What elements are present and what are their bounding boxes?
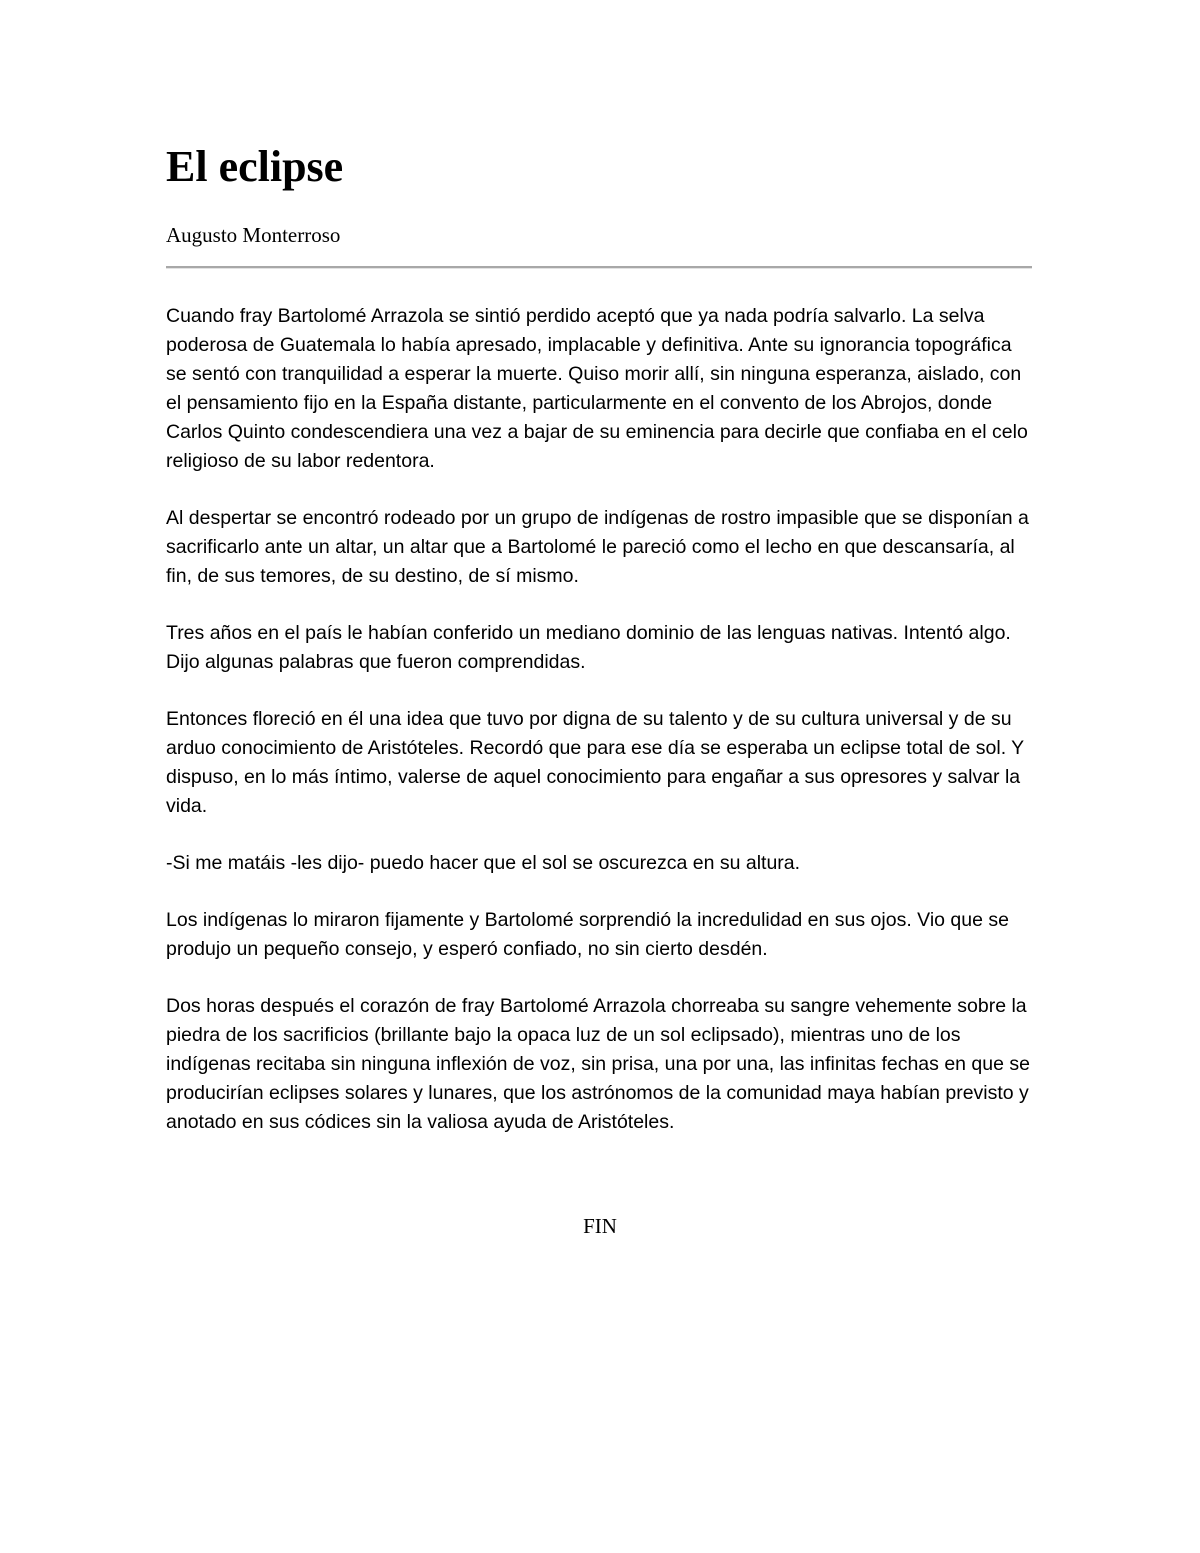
paragraph: Tres años en el país le habían conferido un mediano dominio de las lenguas nativas. Intentó algo. Dijo algunas palabras que fueron comprendidas. [166,622,1011,673]
paragraph: Entonces floreció en él una idea que tuvo por digna de su talento y de su cultura universal y de su arduo conocimiento de Aristóteles. Recordó que para ese día se esperaba un eclipse total de sol. Y dispuso, en lo más íntimo, valerse de aquel conocimiento para engañar a sus opresores y salvar la vida. [166,708,1024,817]
paragraph: Cuando fray Bartolomé Arrazola se sintió perdido aceptó que ya nada podría salvarlo. La selva poderosa de Guatemala lo había apresado, implacable y definitiva. Ante su ignorancia topográfica se sentó con tranquilidad a esperar la muerte. Quiso morir allí, sin ninguna esperanza, aislado, con el pensamiento fijo en la España distante, particularmente en el convento de los Abrojos, donde Carlos Quinto condescendiera una vez a bajar de su eminencia para decirle que confiaba en el celo religioso de su labor redentora. [166,305,1028,472]
paragraph: -Si me matáis -les dijo- puedo hacer que el sol se oscurezca en su altura. [166,852,801,874]
story-body [166,302,1032,1165]
document-title: El eclipse [166,142,344,191]
document-author: Augusto Monterroso [166,223,341,247]
paragraph: Al despertar se encontró rodeado por un grupo de indígenas de rostro impasible que se disponían a sacrificarlo ante un altar, un altar que a Bartolomé le pareció como el lecho en que descansaría, al fin, de sus temores, de su destino, de sí mismo. [166,507,1029,587]
paragraph: Los indígenas lo miraron fijamente y Bartolomé sorprendió la incredulidad en sus ojos. Vio que se produjo un pequeño consejo, y esperó confiado, no sin cierto desdén. [166,909,1009,960]
ending-marker: FIN [583,1214,617,1238]
paragraph: Dos horas después el corazón de fray Bartolomé Arrazola chorreaba su sangre vehemente sobre la piedra de los sacrificios (brillante bajo la opaca luz de un sol eclipsado), mientras uno de los indígenas recitaba sin ninguna inflexión de voz, sin prisa, una por una, las infinitas fechas en que se producirían eclipses solares y lunares, que los astrónomos de la comunidad maya habían previsto y anotado en sus códices sin la valiosa ayuda de Aristóteles. [166,995,1030,1133]
title-divider [166,266,1032,269]
